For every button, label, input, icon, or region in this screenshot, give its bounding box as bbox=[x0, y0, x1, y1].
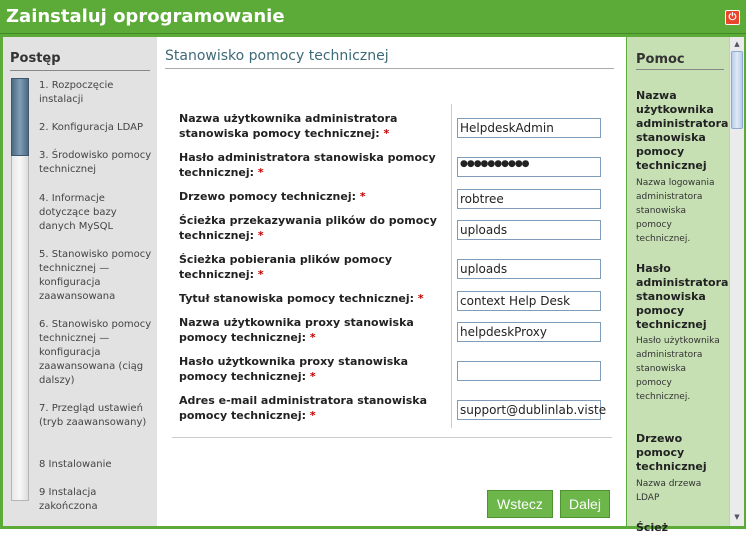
scroll-up-icon[interactable]: ▲ bbox=[734, 40, 740, 48]
scrollbar-thumb[interactable] bbox=[731, 51, 743, 129]
back-button[interactable]: Wstecz bbox=[487, 490, 553, 518]
tree-input[interactable]: robtree bbox=[457, 189, 601, 209]
divider bbox=[10, 70, 150, 71]
progress-step: 2. Konfiguracja LDAP bbox=[39, 122, 144, 133]
scroll-down-icon[interactable]: ▼ bbox=[734, 513, 740, 521]
help-title: Pomoc bbox=[636, 52, 685, 67]
progress-title: Postęp bbox=[10, 51, 61, 66]
proxy-password-input[interactable] bbox=[457, 361, 601, 381]
window-title: Zainstaluj oprogramowanie bbox=[6, 6, 285, 27]
progress-step: 7. Przegląd ustawień (tryb zaawansowany) bbox=[39, 403, 147, 428]
field-label-desk-title: Tytuł stanowiska pomocy technicznej: * bbox=[179, 292, 424, 305]
help-text: Nazwa drzewa LDAP bbox=[636, 479, 702, 503]
progress-step: 1. Rozpoczęcie instalacji bbox=[39, 80, 114, 105]
help-heading: Ścież bbox=[636, 521, 669, 534]
progress-panel bbox=[3, 37, 157, 526]
proxy-user-input[interactable]: helpdeskProxy bbox=[457, 322, 601, 342]
field-label-admin-email: Adres e-mail administratora stanowiska pomocy technicznej: * bbox=[179, 394, 428, 422]
divider bbox=[165, 68, 614, 69]
progress-step: 4. Informacje dotyczące bazy danych MySQL bbox=[39, 193, 117, 232]
close-icon[interactable]: ⏻ bbox=[725, 10, 740, 25]
admin-password-input[interactable]: ●●●●●●●●●● bbox=[457, 157, 601, 177]
column-separator bbox=[451, 104, 452, 428]
upload-path-input[interactable]: uploads bbox=[457, 220, 601, 240]
help-heading: Nazwa użytkownika administratora stanowiska pomocy technicznej bbox=[636, 89, 729, 172]
help-text: Hasło użytkownika administratora stanowiska pomocy technicznej. bbox=[636, 336, 720, 402]
divider bbox=[636, 69, 724, 70]
progress-step: 3. Środowisko pomocy technicznej bbox=[39, 150, 152, 175]
progress-step: 9 Instalacja zakończona bbox=[39, 487, 98, 512]
desk-title-input[interactable]: context Help Desk bbox=[457, 291, 601, 311]
field-label-upload-path: Ścieżka przekazywania plików do pomocy technicznej: * bbox=[179, 214, 437, 242]
admin-user-input[interactable]: HelpdeskAdmin bbox=[457, 118, 601, 138]
progress-fill bbox=[11, 78, 29, 156]
next-button[interactable]: Dalej bbox=[560, 490, 610, 518]
field-label-proxy-password: Hasło użytkownika proxy stanowiska pomocy technicznej: * bbox=[179, 355, 409, 383]
field-label-tree: Drzewo pomocy technicznej: * bbox=[179, 190, 366, 203]
help-heading: Hasło administratora stanowiska pomocy technicznej bbox=[636, 262, 729, 331]
help-panel bbox=[627, 37, 729, 534]
progress-step: 6. Stanowisko pomocy technicznej — konfiguracja zaawansowana (ciąg dalszy) bbox=[39, 319, 152, 386]
help-scrollbar[interactable] bbox=[729, 37, 744, 526]
progress-step: 8 Instalowanie bbox=[39, 459, 112, 470]
field-label-admin-user: Nazwa użytkownika administratora stanowiska pomocy technicznej: * bbox=[179, 112, 398, 140]
field-label-proxy-user: Nazwa użytkownika proxy stanowiska pomocy technicznej: * bbox=[179, 316, 414, 344]
divider bbox=[172, 437, 612, 438]
page-title: Stanowisko pomocy technicznej bbox=[165, 48, 389, 64]
help-heading: Drzewo pomocy technicznej bbox=[636, 432, 707, 473]
progress-step: 5. Stanowisko pomocy technicznej — konfiguracja zaawansowana bbox=[39, 249, 152, 302]
field-label-download-path: Ścieżka pobierania plików pomocy technicznej: * bbox=[179, 253, 393, 281]
field-label-admin-password: Hasło administratora stanowiska pomocy technicznej: * bbox=[179, 151, 436, 179]
title-bar bbox=[0, 0, 746, 34]
admin-email-input[interactable]: support@dublinlab.viste bbox=[457, 400, 601, 420]
download-path-input[interactable]: uploads bbox=[457, 259, 601, 279]
help-text: Nazwa logowania administratora stanowiska pomocy technicznej. bbox=[636, 178, 715, 244]
